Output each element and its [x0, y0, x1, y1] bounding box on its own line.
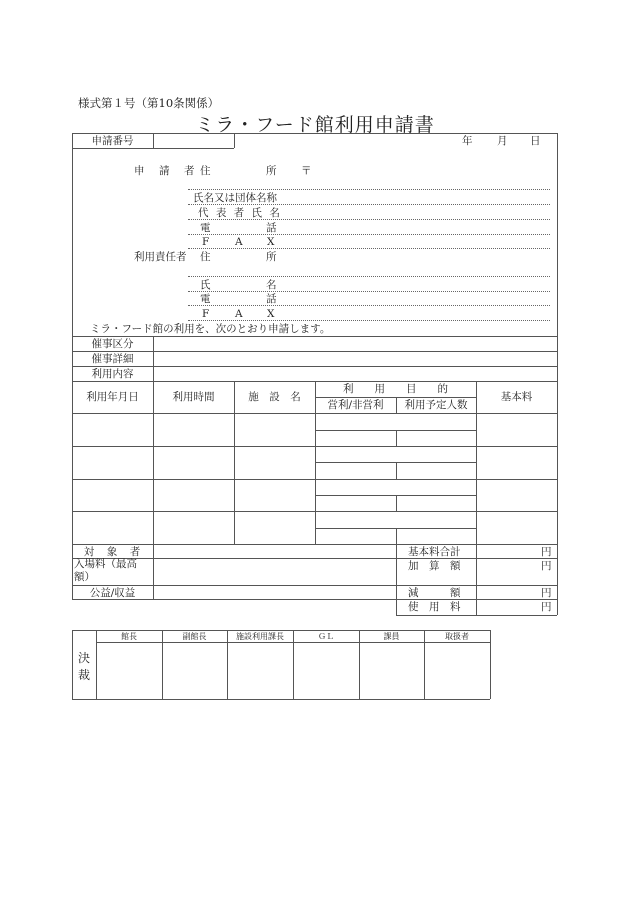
base-fee-field[interactable]	[477, 447, 557, 478]
usage-date-field[interactable]	[73, 447, 153, 478]
page-title: ミラ・フード館利用申請書	[195, 114, 435, 136]
surcharge-label: 加 算 額	[408, 560, 461, 572]
applicant-address-label-b: 所	[266, 165, 277, 177]
representative-field[interactable]	[290, 205, 550, 219]
approval-col-handler: 取扱者	[445, 632, 469, 641]
dotted-line	[188, 320, 550, 321]
responsible-address-label-b: 所	[266, 251, 277, 263]
usage-time-field[interactable]	[154, 447, 234, 478]
commercial-field[interactable]	[316, 463, 396, 478]
admission-label: 入場料（最高額）	[74, 558, 137, 583]
responsible-phone-label-b: 話	[266, 293, 277, 305]
row-line	[396, 615, 557, 616]
month-label: 月	[497, 135, 508, 147]
divider	[234, 133, 235, 148]
event-category-field[interactable]	[154, 337, 556, 350]
approval-col-section-chief: 施設利用課長	[236, 632, 284, 641]
base-total-label: 基本料合計	[408, 546, 461, 558]
applicant-address-label-a: 住	[200, 165, 211, 177]
approval-stamp-deputy-director[interactable]	[163, 643, 227, 699]
representative-label: 代 表 者 氏 名	[198, 207, 282, 219]
responsible-name-field[interactable]	[290, 277, 550, 291]
form-border-right	[557, 133, 558, 615]
approval-col-gl: ＧＬ	[318, 632, 334, 641]
header-purpose: 利 用 目 的	[343, 383, 448, 395]
responsible-name-label-b: 名	[266, 279, 277, 291]
purpose-field[interactable]	[316, 480, 476, 494]
purpose-field[interactable]	[316, 447, 476, 462]
responsible-phone-field[interactable]	[290, 292, 550, 305]
usage-date-field[interactable]	[73, 512, 153, 543]
approval-stamp-director[interactable]	[97, 643, 162, 699]
header-date: 利用年月日	[86, 391, 139, 403]
usage-fee-label: 使 用 料	[408, 601, 461, 613]
surcharge-field[interactable]	[477, 559, 539, 585]
purpose-field[interactable]	[316, 512, 476, 527]
expected-people-field[interactable]	[397, 496, 476, 510]
base-fee-field[interactable]	[477, 512, 557, 543]
public-profit-label: 公益/収益	[89, 587, 136, 599]
approval-col-deputy-director: 副館長	[182, 632, 207, 641]
commercial-field[interactable]	[316, 431, 396, 445]
usage-date-field[interactable]	[73, 414, 153, 445]
public-profit-field[interactable]	[154, 586, 396, 599]
applicant-fax-label-x: X	[267, 236, 275, 248]
commercial-field[interactable]	[316, 529, 396, 543]
applicant-phone-field[interactable]	[290, 220, 550, 234]
discount-field[interactable]	[477, 586, 539, 599]
responsible-address-field[interactable]	[290, 249, 550, 276]
approval-stamp-section-chief[interactable]	[228, 643, 293, 699]
application-statement: ミラ・フード館の利用を、次のとおり申請します。	[90, 323, 331, 335]
approval-col-director: 館長	[121, 632, 137, 641]
usage-content-field[interactable]	[154, 367, 556, 380]
facility-name-field[interactable]	[235, 512, 315, 543]
base-fee-field[interactable]	[477, 480, 557, 510]
responsible-fax-label-a: A	[235, 308, 243, 320]
responsible-fax-label-f: F	[202, 308, 210, 320]
year-label: 年	[462, 135, 473, 147]
discount-yen: 円	[541, 587, 552, 599]
approval-stamp-handler[interactable]	[425, 643, 490, 699]
facility-name-field[interactable]	[235, 414, 315, 445]
header-time: 利用時間	[172, 391, 215, 403]
application-number-label: 申請番号	[91, 135, 134, 147]
responsible-address-label-a: 住	[200, 251, 211, 263]
discount-label: 減 額	[408, 587, 461, 599]
header-facility: 施 設 名	[248, 391, 301, 403]
applicant-phone-label-b: 話	[266, 222, 277, 234]
postal-mark: 〒	[301, 165, 312, 177]
applicant-name-label: 氏名又は団体名称	[193, 192, 277, 204]
surcharge-yen: 円	[541, 560, 552, 572]
responsible-name-label-a: 氏	[200, 279, 211, 291]
facility-name-field[interactable]	[235, 447, 315, 478]
base-total-yen: 円	[541, 546, 552, 558]
usage-time-field[interactable]	[154, 414, 234, 445]
usage-fee-yen: 円	[541, 601, 552, 613]
responsible-fax-label-x: X	[267, 308, 275, 320]
base-fee-field[interactable]	[477, 414, 557, 445]
event-category-label: 催事区分	[91, 338, 134, 350]
target-label: 対 象 者	[83, 546, 142, 558]
approval-stamp-staff[interactable]	[360, 643, 424, 699]
usage-date-field[interactable]	[73, 480, 153, 510]
expected-people-field[interactable]	[397, 529, 476, 543]
number-row-bottom	[72, 148, 234, 149]
usage-fee-field[interactable]	[477, 600, 539, 614]
responsible-phone-label-a: 電	[200, 293, 211, 305]
responsible-fax-field[interactable]	[290, 306, 550, 320]
responsible-label: 利用責任者	[134, 251, 187, 263]
admission-field[interactable]	[154, 559, 396, 585]
header-commercial: 営利/非営利	[327, 399, 384, 411]
approval-side-char: 決	[77, 651, 90, 665]
purpose-field[interactable]	[316, 414, 476, 429]
target-field[interactable]	[154, 545, 396, 558]
applicant-phone-label-a: 電	[200, 222, 211, 234]
event-detail-field[interactable]	[154, 352, 556, 365]
usage-time-field[interactable]	[154, 512, 234, 543]
applicant-fax-label-a: A	[235, 236, 243, 248]
header-base-fee: 基本料	[500, 391, 533, 403]
day-label: 日	[530, 135, 541, 147]
expected-people-field[interactable]	[397, 463, 476, 478]
approval-border-right	[490, 630, 491, 699]
usage-time-field[interactable]	[154, 480, 234, 510]
expected-people-field[interactable]	[397, 431, 476, 445]
usage-content-label: 利用内容	[91, 368, 134, 380]
approval-side-char: 裁	[77, 668, 90, 682]
approval-stamp-gl[interactable]	[294, 643, 359, 699]
base-total-field[interactable]	[477, 545, 539, 558]
event-detail-label: 催事詳細	[91, 353, 134, 365]
approval-side-label	[72, 650, 96, 684]
applicant-address-field[interactable]	[315, 160, 550, 188]
approval-col-staff: 課員	[383, 632, 400, 641]
header-expected-people: 利用予定人数	[404, 399, 468, 411]
application-number-field[interactable]	[154, 134, 233, 147]
commercial-field[interactable]	[316, 496, 396, 510]
applicant-fax-label-f: F	[202, 236, 210, 248]
form-code: 様式第１号（第10条関係）	[78, 96, 220, 110]
applicant-name-field[interactable]	[290, 190, 550, 204]
facility-name-field[interactable]	[235, 480, 315, 510]
applicant-fax-field[interactable]	[290, 235, 550, 248]
applicant-label: 申 請 者	[134, 165, 197, 177]
approval-border-bottom	[72, 699, 490, 700]
